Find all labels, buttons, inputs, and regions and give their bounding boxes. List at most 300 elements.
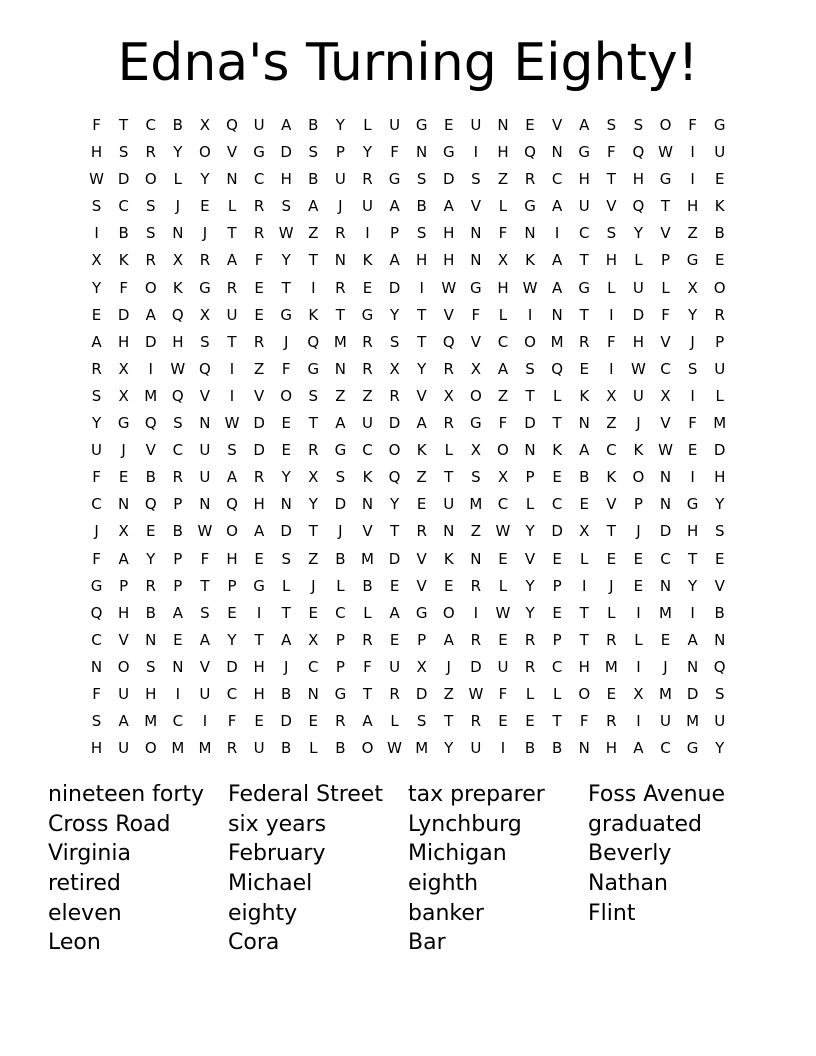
grid-letter: V [199, 657, 211, 676]
word-list-item: Flint [588, 900, 636, 926]
grid-letter: Q [713, 657, 726, 676]
grid-row [83, 139, 733, 166]
grid-letter: N [416, 143, 428, 162]
grid-letter: N [90, 657, 103, 676]
grid-letter: H [253, 657, 265, 676]
grid-letter: E [254, 278, 264, 297]
grid-letter: E [145, 522, 156, 541]
grid-letter: R [416, 522, 427, 541]
word-search-grid [83, 112, 733, 762]
grid-letter: V [226, 143, 238, 162]
grid-letter: A [389, 197, 400, 216]
grid-letter: F [227, 712, 237, 731]
grid-letter: N [551, 143, 563, 162]
grid-letter: E [173, 630, 183, 649]
grid-letter: I [419, 278, 424, 297]
grid-letter: J [663, 657, 668, 676]
grid-letter: O [442, 603, 455, 622]
grid-letter: A [362, 712, 373, 731]
grid-letter: E [606, 684, 617, 703]
grid-letter: A [443, 630, 454, 649]
grid-letter: E [498, 630, 508, 649]
grid-letter: B [308, 116, 319, 134]
grid-letter: Q [199, 359, 211, 378]
grid-letter: J [202, 224, 208, 243]
grid-row [83, 220, 733, 247]
grid-letter: X [470, 441, 481, 460]
grid-letter: H [90, 739, 103, 758]
grid-letter: T [200, 576, 210, 595]
grid-letter: F [498, 414, 508, 433]
grid-letter: W [522, 278, 538, 297]
grid-letter: K [633, 441, 644, 460]
grid-letter: U [470, 739, 482, 758]
grid-letter: E [227, 603, 237, 622]
grid-letter: N [334, 359, 346, 378]
grid-letter: P [173, 549, 183, 568]
grid-letter: A [199, 630, 211, 649]
grid-letter: J [121, 441, 126, 460]
grid-letter: U [253, 116, 265, 134]
grid-letter: Z [497, 170, 509, 189]
grid-letter: T [660, 197, 671, 216]
grid-letter: D [551, 522, 563, 541]
grid-letter: R [335, 278, 346, 297]
grid-letter: C [660, 739, 671, 758]
grid-letter: X [606, 386, 617, 405]
grid-letter: T [281, 603, 291, 622]
grid-letter: F [579, 712, 589, 731]
grid-letter: J [311, 576, 316, 595]
grid-letter: T [308, 414, 318, 433]
grid-letter: U [226, 305, 238, 324]
grid-row [83, 275, 733, 302]
grid-letter: Y [227, 630, 237, 649]
grid-letter: C [172, 441, 184, 460]
grid-letter: M [469, 495, 483, 514]
grid-letter: F [498, 224, 508, 243]
grid-letter: A [226, 251, 238, 270]
grid-letter: B [524, 739, 536, 758]
grid-letter: F [363, 657, 372, 676]
grid-row [83, 573, 733, 600]
grid-letter: G [334, 684, 347, 703]
grid-letter: U [578, 197, 590, 216]
grid-letter: E [552, 603, 562, 622]
grid-row [83, 437, 733, 464]
grid-letter: A [552, 278, 563, 297]
grid-letter: H [253, 684, 265, 703]
grid-letter: D [388, 278, 401, 297]
grid-letter: E [525, 116, 535, 134]
grid-letter: E [362, 278, 373, 297]
grid-letter: O [632, 468, 645, 487]
grid-letter: Q [144, 495, 157, 514]
grid-letter: O [226, 522, 238, 541]
grid-letter: X [199, 116, 211, 134]
grid-letter: C [91, 495, 102, 514]
grid-letter: M [198, 739, 212, 758]
grid-letter: F [688, 414, 697, 433]
grid-letter: Y [362, 143, 373, 162]
grid-letter: F [119, 278, 128, 297]
grid-letter: Y [91, 414, 102, 433]
grid-letter: I [500, 739, 506, 758]
grid-letter: N [686, 657, 699, 676]
grid-letter: M [171, 739, 185, 758]
grid-letter: K [416, 441, 427, 460]
grid-letter: S [281, 197, 291, 216]
grid-letter: S [687, 359, 698, 378]
grid-letter: R [362, 359, 373, 378]
grid-letter: T [417, 332, 427, 351]
page-title: Edna's Turning Eighty! [117, 33, 699, 93]
grid-letter: G [470, 278, 482, 297]
grid-letter: P [119, 576, 129, 595]
grid-letter: Y [688, 305, 698, 324]
grid-letter: G [686, 739, 699, 758]
grid-letter: L [525, 495, 535, 514]
grid-letter: E [308, 712, 319, 731]
grid-letter: E [660, 630, 671, 649]
grid-row [83, 464, 733, 491]
grid-letter: N [307, 684, 319, 703]
grid-letter: T [227, 332, 237, 351]
grid-letter: E [91, 305, 102, 324]
grid-letter: L [552, 684, 562, 703]
grid-letter: O [388, 441, 401, 460]
grid-letter: A [579, 441, 590, 460]
grid-letter: Q [524, 143, 536, 162]
grid-letter: P [227, 576, 237, 595]
grid-letter: Q [226, 495, 238, 514]
grid-letter: Y [146, 549, 156, 568]
grid-letter: A [552, 197, 563, 216]
grid-letter: Z [253, 359, 265, 378]
grid-letter: U [199, 441, 211, 460]
grid-letter: T [579, 251, 589, 270]
grid-letter: K [172, 278, 183, 297]
grid-letter: F [661, 305, 670, 324]
grid-letter: Q [388, 468, 401, 487]
grid-letter: A [687, 630, 698, 649]
grid-letter: Y [525, 576, 535, 595]
grid-letter: X [199, 305, 211, 324]
grid-letter: J [636, 522, 641, 541]
grid-letter: O [469, 386, 482, 405]
grid-letter: H [497, 143, 509, 162]
grid-letter: E [308, 603, 319, 622]
grid-letter: Y [335, 116, 345, 134]
grid-letter: V [118, 630, 129, 649]
grid-letter: H [443, 224, 455, 243]
grid-letter: C [362, 441, 373, 460]
grid-letter: L [715, 386, 724, 405]
grid-letter: I [609, 359, 614, 378]
grid-letter: W [658, 441, 673, 460]
grid-letter: D [713, 441, 726, 460]
grid-letter: F [688, 116, 697, 134]
grid-letter: V [416, 576, 427, 595]
grid-letter: T [579, 305, 589, 324]
word-list-item: eighty [228, 900, 298, 926]
grid-letter: X [172, 251, 183, 270]
grid-letter: J [338, 197, 343, 216]
grid-letter: M [659, 684, 672, 703]
grid-letter: H [578, 657, 590, 676]
grid-letter: J [338, 522, 343, 541]
grid-letter: C [172, 712, 184, 731]
grid-letter: Q [632, 143, 645, 162]
grid-letter: N [172, 224, 184, 243]
grid-letter: U [443, 495, 455, 514]
grid-letter: J [283, 332, 289, 351]
grid-letter: M [415, 739, 429, 758]
grid-letter: L [227, 197, 237, 216]
grid-letter: C [497, 332, 509, 351]
grid-letter: I [94, 224, 99, 243]
grid-letter: Z [362, 386, 373, 405]
grid-letter: S [200, 332, 210, 351]
grid-letter: H [578, 170, 590, 189]
grid-letter: G [253, 576, 265, 595]
grid-letter: A [497, 359, 509, 378]
grid-letter: F [92, 549, 101, 568]
grid-letter: L [580, 549, 589, 568]
grid-letter: Z [443, 684, 454, 703]
grid-letter: B [335, 549, 346, 568]
grid-letter: T [606, 522, 616, 541]
grid-letter: S [145, 657, 156, 676]
grid-letter: J [175, 197, 181, 216]
grid-letter: E [254, 549, 264, 568]
grid-letter: I [473, 603, 479, 622]
grid-letter: M [550, 332, 564, 351]
grid-letter: M [713, 414, 727, 433]
grid-letter: C [253, 170, 265, 189]
grid-letter: Y [633, 224, 643, 243]
grid-letter: V [552, 116, 563, 134]
grid-letter: S [145, 197, 156, 216]
grid-letter: N [470, 549, 482, 568]
grid-letter: D [388, 549, 401, 568]
grid-row [83, 302, 733, 329]
grid-letter: H [714, 468, 726, 487]
grid-letter: A [91, 332, 102, 351]
grid-letter: E [714, 549, 725, 568]
grid-letter: W [468, 684, 484, 703]
grid-letter: N [145, 630, 157, 649]
grid-letter: I [175, 684, 181, 703]
grid-letter: Z [308, 549, 319, 568]
grid-letter: A [118, 712, 129, 731]
grid-letter: U [470, 116, 482, 134]
grid-letter: R [145, 143, 156, 162]
grid-letter: R [470, 712, 482, 731]
grid-letter: C [606, 441, 617, 460]
grid-letter: E [633, 576, 644, 595]
grid-letter: J [636, 414, 641, 433]
grid-letter: T [444, 468, 454, 487]
grid-letter: R [362, 332, 373, 351]
grid-letter: V [416, 386, 427, 405]
grid-letter: Y [281, 251, 291, 270]
grid-row [83, 654, 733, 681]
grid-letter: T [579, 603, 589, 622]
grid-letter: P [552, 576, 562, 595]
grid-letter: W [224, 414, 240, 433]
grid-letter: J [690, 332, 695, 351]
grid-letter: P [417, 630, 427, 649]
grid-letter: N [199, 414, 211, 433]
grid-letter: L [498, 197, 508, 216]
grid-letter: V [660, 224, 671, 243]
grid-letter: A [253, 522, 265, 541]
grid-letter: K [714, 197, 725, 216]
grid-letter: R [362, 630, 373, 649]
grid-letter: U [253, 739, 265, 758]
grid-letter: B [145, 603, 156, 622]
grid-letter: B [335, 739, 346, 758]
grid-letter: B [579, 468, 590, 487]
grid-letter: E [579, 359, 589, 378]
grid-letter: D [253, 441, 265, 460]
grid-letter: I [229, 359, 235, 378]
word-list-item: Cross Road [48, 811, 171, 837]
grid-letter: I [636, 603, 641, 622]
grid-letter: L [525, 684, 535, 703]
grid-letter: S [200, 603, 210, 622]
grid-letter: Y [91, 278, 102, 297]
grid-letter: W [197, 522, 213, 541]
grid-letter: I [256, 603, 262, 622]
grid-letter: Q [144, 414, 157, 433]
grid-letter: R [172, 468, 184, 487]
grid-letter: R [524, 657, 536, 676]
word-list-item: nineteen forty [48, 782, 205, 807]
grid-letter: W [387, 739, 402, 758]
grid-row [83, 193, 733, 220]
grid-letter: X [579, 522, 590, 541]
grid-letter: A [552, 251, 563, 270]
grid-letter: N [470, 224, 482, 243]
grid-letter: M [144, 386, 158, 405]
grid-letter: U [361, 197, 373, 216]
grid-letter: R [226, 278, 238, 297]
grid-letter: R [470, 630, 482, 649]
word-list-item: graduated [588, 811, 703, 837]
grid-letter: V [470, 332, 481, 351]
grid-letter: N [578, 414, 590, 433]
word-list-item: Nathan [588, 871, 668, 897]
grid-letter: P [335, 657, 345, 676]
grid-letter: C [118, 197, 129, 216]
grid-letter: T [606, 170, 616, 189]
grid-letter: V [253, 386, 265, 405]
grid-letter: F [92, 468, 101, 487]
grid-letter: E [525, 712, 535, 731]
grid-letter: I [311, 278, 316, 297]
grid-letter: L [607, 603, 616, 622]
grid-letter: E [444, 116, 454, 134]
grid-letter: H [90, 143, 103, 162]
grid-letter: I [582, 576, 587, 595]
word-list-item: retired [48, 871, 121, 897]
grid-letter: S [606, 224, 617, 243]
word-list-item: banker [408, 900, 484, 926]
grid-letter: U [632, 278, 644, 297]
grid-letter: N [497, 116, 509, 134]
grid-letter: X [416, 657, 427, 676]
grid-letter: K [362, 251, 373, 270]
grid-letter: L [444, 441, 453, 460]
grid-letter: R [389, 684, 400, 703]
grid-letter: D [280, 712, 292, 731]
grid-letter: V [714, 576, 725, 595]
grid-letter: D [524, 414, 536, 433]
grid-letter: B [714, 224, 725, 243]
grid-letter: R [308, 441, 319, 460]
grid-letter: O [144, 739, 157, 758]
grid-letter: E [687, 441, 698, 460]
grid-letter: N [659, 495, 672, 514]
grid-letter: N [659, 468, 672, 487]
grid-letter: P [660, 251, 671, 270]
grid-letter: N [280, 495, 292, 514]
grid-letter: R [524, 630, 536, 649]
grid-letter: O [199, 143, 211, 162]
grid-letter: S [281, 549, 291, 568]
grid-row [83, 383, 733, 410]
grid-letter: I [636, 712, 641, 731]
word-list-item: February [228, 841, 326, 867]
grid-letter: R [606, 712, 617, 731]
grid-letter: D [470, 657, 482, 676]
grid-letter: G [659, 170, 672, 189]
grid-letter: M [686, 712, 700, 731]
grid-letter: R [253, 332, 265, 351]
grid-letter: U [361, 414, 373, 433]
grid-letter: R [443, 414, 454, 433]
grid-letter: H [686, 197, 699, 216]
grid-letter: E [498, 549, 508, 568]
grid-letter: I [554, 224, 560, 243]
word-list-item: eleven [48, 900, 122, 926]
grid-letter: W [278, 224, 294, 243]
grid-letter: Q [307, 332, 320, 351]
grid-letter: N [226, 170, 238, 189]
grid-letter: A [389, 603, 400, 622]
grid-letter: D [442, 170, 455, 189]
grid-letter: X [687, 278, 698, 297]
grid-row [83, 112, 733, 139]
grid-letter: N [361, 495, 374, 514]
grid-letter: Y [715, 495, 725, 514]
grid-letter: X [118, 522, 129, 541]
grid-letter: K [443, 549, 454, 568]
grid-letter: Q [171, 305, 184, 324]
grid-letter: U [118, 684, 130, 703]
grid-letter: G [388, 170, 401, 189]
word-list-item: Virginia [48, 841, 131, 867]
grid-letter: Y [173, 143, 183, 162]
grid-letter: H [172, 332, 184, 351]
grid-letter: B [172, 116, 183, 134]
grid-letter: S [118, 143, 129, 162]
grid-letter: N [659, 576, 672, 595]
grid-letter: R [335, 712, 346, 731]
grid-letter: A [579, 116, 590, 134]
